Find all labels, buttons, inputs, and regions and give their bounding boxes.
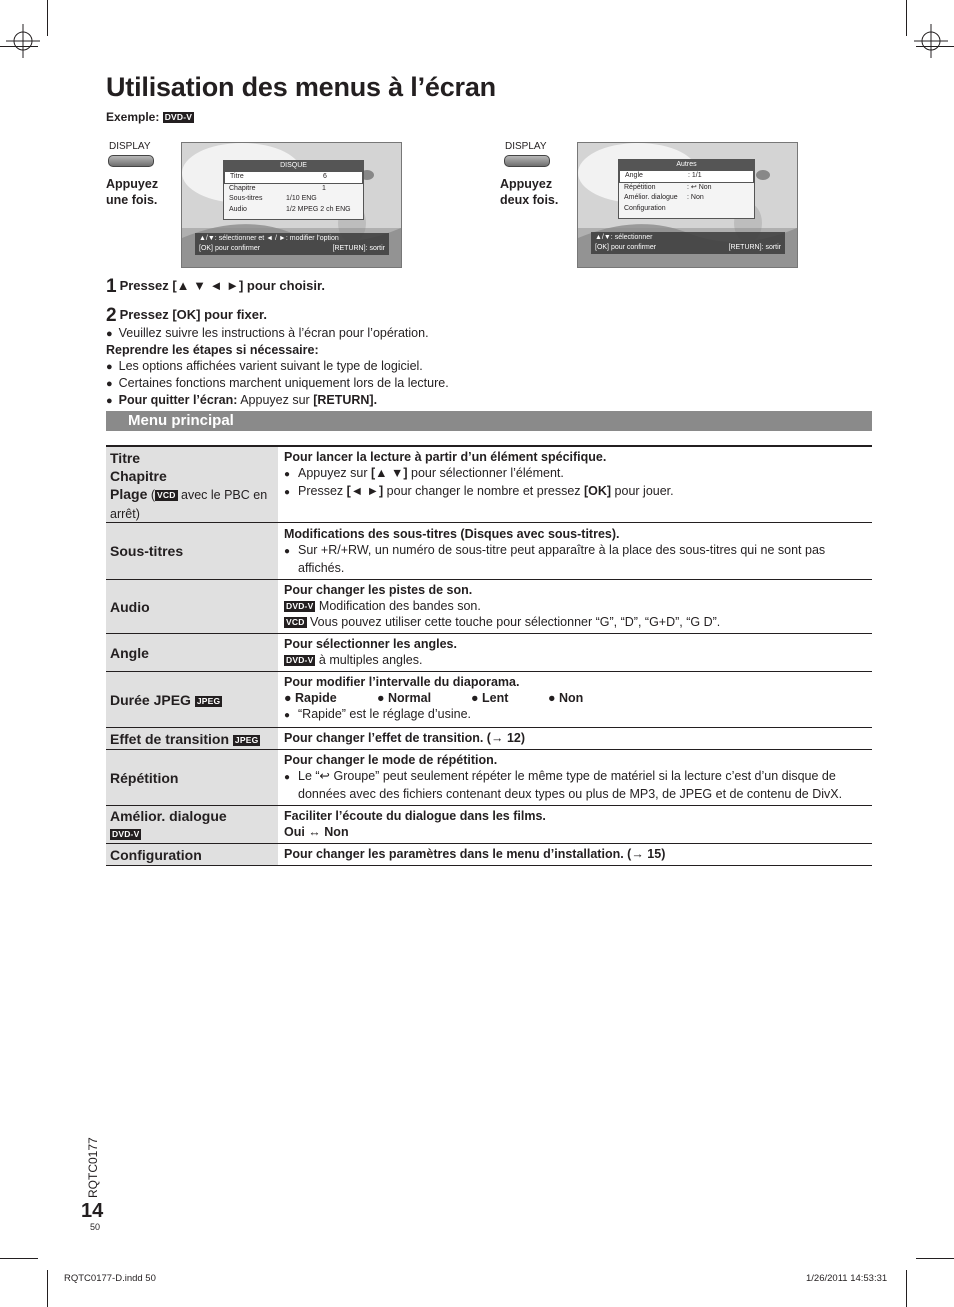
crop-mark: [0, 1258, 38, 1259]
row-key: Angle: [106, 634, 278, 672]
vcd-badge: VCD: [157, 490, 176, 500]
row-value: Pour lancer la lecture à partir d’un élément spécifique. ● Appuyez sur [▲ ▼] pour sélectionner l’élément. ● Pressez [◄ ►] pour changer le nombre et pressez [OK] pour jouer.: [278, 446, 872, 523]
osd-row: Sous-titres 1/10 ENG: [229, 195, 317, 202]
table-row: [106, 750, 872, 806]
osd-row: Amélior. dialogue : Non: [624, 194, 704, 201]
row-key: Effet de transition JPEG: [106, 728, 278, 750]
osd-screen-autres: [577, 142, 798, 268]
display-label: DISPLAY: [109, 141, 151, 152]
footer-timestamp: 1/26/2011 14:53:31: [806, 1273, 888, 1284]
jpeg-badge: JPEG: [196, 695, 221, 706]
footer-file: RQTC0177-D.indd 50: [64, 1273, 156, 1284]
list-item: ● “Rapide” est le réglage d’usine.: [284, 706, 868, 724]
row-key: Configuration: [106, 844, 278, 866]
list-item: ● Veuillez suivre les instructions à l’écran pour l’opération.: [106, 325, 449, 342]
registration-mark: [914, 24, 948, 58]
list-item: ● Sur +R/+RW, un numéro de sous-titre peut apparaître à la place des sous-titres qui ne sont pas affichés.: [284, 542, 868, 576]
page-title: Utilisation des menus à l’écran: [106, 72, 496, 102]
crop-mark: [916, 1258, 954, 1259]
list-item: ● Pour quitter l’écran: Appuyez sur [RETURN].: [106, 392, 449, 409]
row-value: Pour sélectionner les angles. DVD-V à multiples angles.: [278, 634, 872, 672]
row-value: Pour changer les paramètres dans le menu d’installation. (→ 15): [278, 844, 872, 866]
table-row: [106, 580, 872, 634]
osd-row: Répétition : ↩ Non: [624, 183, 712, 191]
table-row: [106, 806, 872, 844]
dvd-v-badge: DVD-V: [164, 112, 193, 122]
list-item: ● Appuyez sur [▲ ▼] pour sélectionner l’élément.: [284, 465, 868, 483]
row-value: Pour changer les pistes de son. DVD-V Modification des bandes son. VCD Vous pouvez utiliser cette touche pour sélectionner “G”, “D”, “G+D”, “G D”.: [278, 580, 872, 634]
step-1: 1 Pressez [▲ ▼ ◄ ►] pour choisir.: [106, 276, 325, 297]
example-label: Exemple: DVD-V: [106, 110, 193, 124]
crop-mark: [47, 1270, 48, 1307]
osd-menu-disque: [223, 160, 364, 220]
table-row: [106, 446, 872, 523]
page-number: 14: [81, 1200, 104, 1222]
jpeg-badge: JPEG: [234, 734, 259, 745]
options-list: ● Rapide ● Normal ● Lent ● Non: [284, 691, 584, 705]
osd-row: Configuration: [624, 204, 666, 212]
osd-header: DISQUE: [224, 161, 363, 171]
table-row: [106, 672, 872, 728]
row-value: Pour changer le mode de répétition. ● Le “↩ Groupe” peut seulement répéter le même type de matériel si la lecture c’est d’un disque de données avec des fichiers contenant deux types ou plus de MP3, de JPEG et de contenu de DivX.: [278, 750, 872, 806]
side-code: RQTC0177: [86, 1137, 100, 1198]
row-key: Amélior. dialogue DVD-V: [106, 806, 278, 844]
crop-mark: [906, 1270, 907, 1307]
row-key: Titre Chapitre Plage ( VCD avec le PBC en arrêt): [106, 446, 278, 523]
osd-menu-autres: [618, 159, 755, 219]
repeat-note: Reprendre les étapes si nécessaire:: [106, 343, 319, 357]
display-button-icon: [108, 155, 154, 167]
row-key: Répétition: [106, 750, 278, 806]
row-value: Pour changer l’effet de transition. (→ 12): [278, 728, 872, 750]
row-key: Sous-titres: [106, 523, 278, 580]
list-item: ● Le “↩ Groupe” peut seulement répéter le même type de matériel si la lecture c’est d’un disque de données avec des fichiers contenant deux types ou plus de MP3, de JPEG et de contenu de DivX.: [284, 768, 868, 802]
osd-hint-bar: ▲/▼: sélectionner et ◄ / ►: modifier l’option [OK] pour confirmer [RETURN]: sortir: [195, 233, 389, 255]
dvd-v-badge: DVD-V: [112, 828, 140, 839]
row-key: Durée JPEG JPEG: [106, 672, 278, 728]
list-item: ● Les options affichées varient suivant le type de logiciel.: [106, 358, 449, 375]
osd-hint-bar: ▲/▼: sélectionner [OK] pour confirmer [RETURN]: sortir: [591, 232, 785, 254]
display-button-icon: [504, 155, 550, 167]
menu-table: [106, 445, 872, 866]
row-value: Faciliter l’écoute du dialogue dans les films. Oui ↔ Non: [278, 806, 872, 844]
step-2: 2 Pressez [OK] pour fixer.: [106, 305, 267, 326]
registration-mark: [6, 24, 40, 58]
instructions-block: [106, 325, 449, 409]
section-header: Menu principal: [106, 411, 872, 431]
row-value: Modifications des sous-titres (Disques avec sous-titres). ● Sur +R/+RW, un numéro de sous-titre peut apparaître à la place des sous-titres qui ne sont pas affichés.: [278, 523, 872, 580]
display-label: DISPLAY: [505, 141, 547, 152]
crop-mark: [906, 0, 907, 36]
osd-row: Chapitre 1: [229, 184, 326, 192]
table-row: [106, 844, 872, 866]
osd-row: Angle : 1/1: [619, 170, 754, 183]
osd-header: Autres: [619, 160, 754, 170]
osd-screen-disque: [181, 142, 402, 268]
row-value: Pour modifier l’intervalle du diaporama. ● Rapide ● Normal ● Lent ● Non ● “Rapide” est le réglage d’usine.: [278, 672, 872, 728]
list-item: ● Pressez [◄ ►] pour changer le nombre et pressez [OK] pour jouer.: [284, 483, 868, 501]
page-number-small: 50: [90, 1222, 101, 1232]
vcd-badge: VCD: [286, 617, 305, 627]
table-row: [106, 728, 872, 750]
dvd-v-badge: DVD-V: [286, 655, 314, 665]
dvd-v-badge: DVD-V: [286, 601, 314, 611]
table-row: [106, 523, 872, 580]
osd-row: Audio 1/2 MPEG 2 ch ENG: [229, 205, 351, 213]
crop-mark: [47, 0, 48, 36]
list-item: ● Certaines fonctions marchent uniquement lors de la lecture.: [106, 375, 449, 392]
press-once-text: Appuyez une fois.: [106, 177, 159, 207]
row-key: Audio: [106, 580, 278, 634]
osd-row: Titre 6: [224, 171, 363, 184]
table-row: [106, 634, 872, 672]
press-twice-text: Appuyez deux fois.: [500, 177, 559, 207]
